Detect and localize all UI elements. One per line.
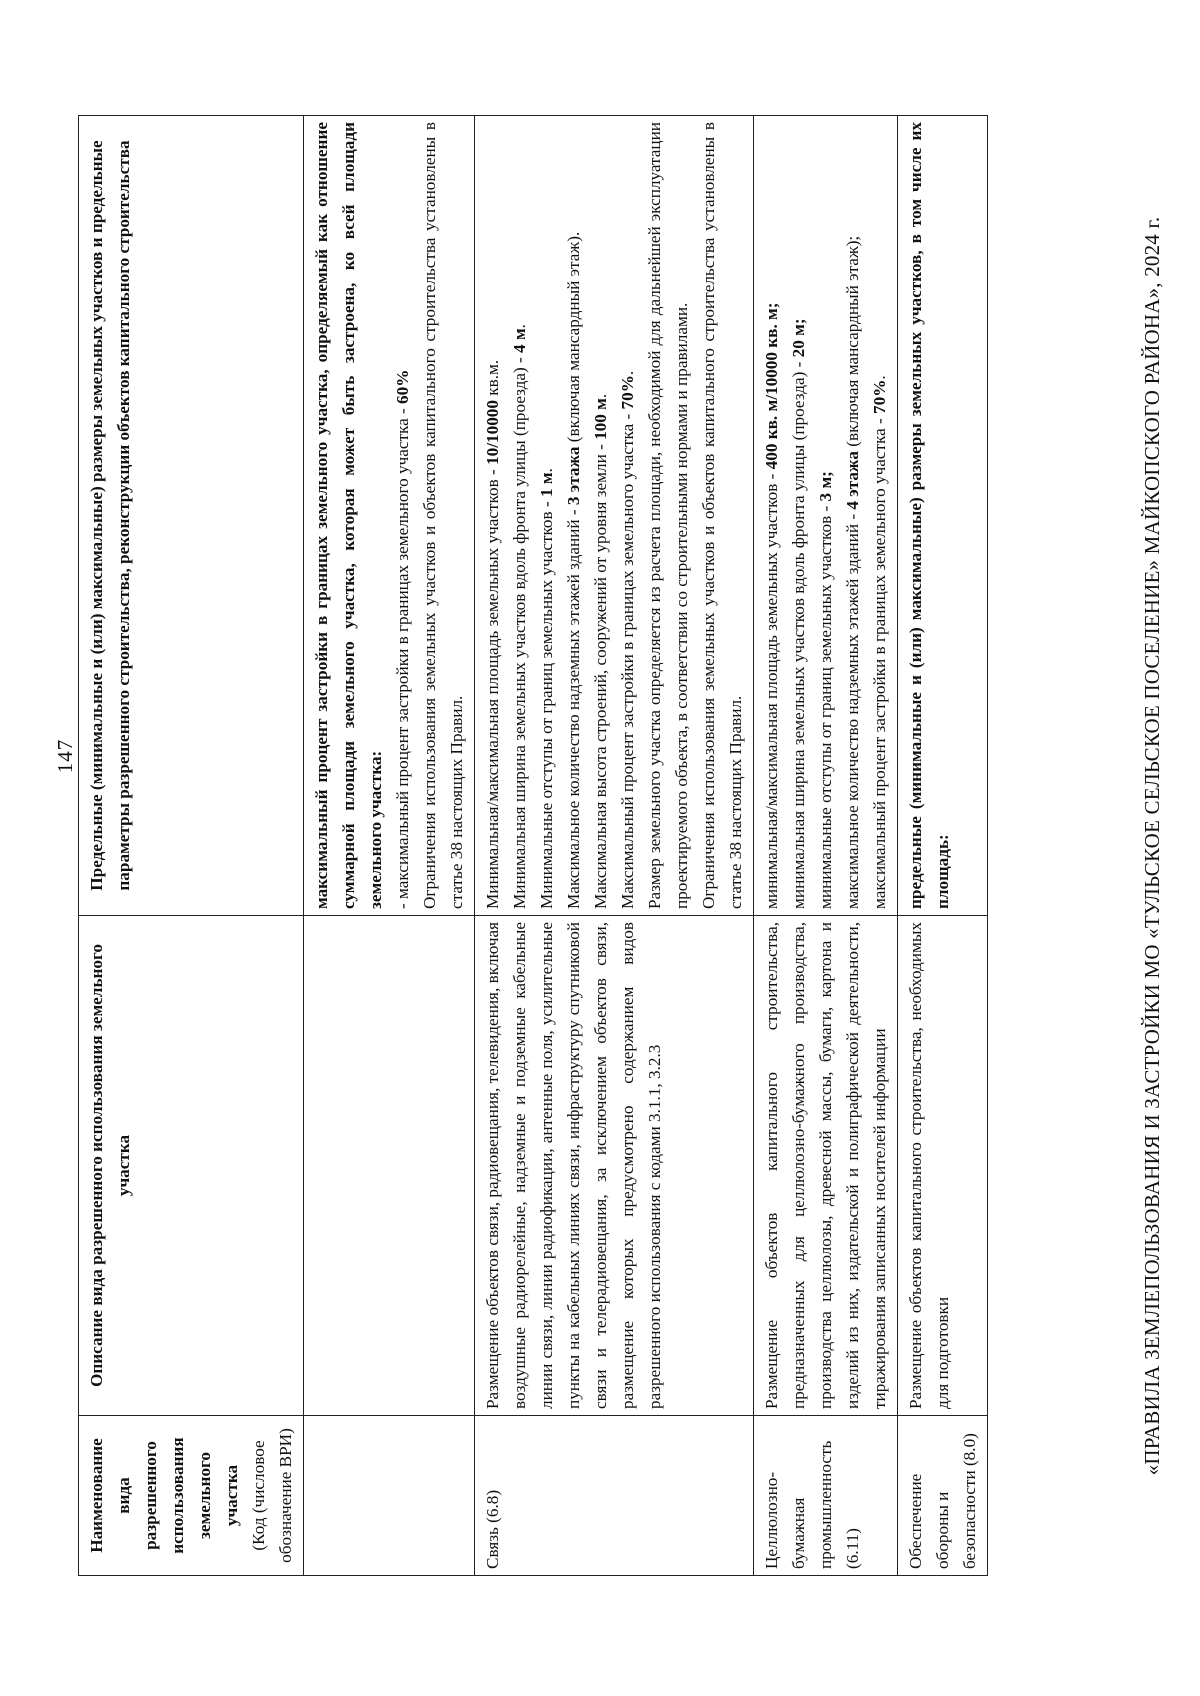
page-number: 147 — [53, 738, 77, 774]
parameter-pre-text: Ограничения использования земельных участков и объектов капитального строительства установлены в статье 38 настоящих Правил. — [420, 122, 466, 909]
parameter-line — [866, 122, 893, 909]
parameter-bold-text: предельные (минимальные и (или) максимальные) размеры земельных участков, в том числе их площадь: — [906, 122, 952, 909]
parameter-bold-text: 3 этажа — [564, 446, 583, 506]
page-footer: «ПРАВИЛА ЗЕМЛЕПОЛЬЗОВАНИЯ И ЗАСТРОЙКИ МО «ТУЛЬСКОЕ СЕЛЬСКОЕ ПОСЕЛЕНИЕ» МАЙКОПСКОГО РАЙОНА», 2024 г. — [1140, 216, 1164, 1476]
parameters-cell — [304, 116, 475, 916]
use-description-cell: Размещение объектов капитального строительства, предназначенных для целлюлозно-бумажного производства, производства целлюлозы, древесной массы, бумаги, картона и изделий из них, издательской и полиграфической деятельности, тиражирования записанных носителей информации — [754, 916, 898, 1416]
parameter-line — [506, 122, 533, 909]
parameter-line — [839, 122, 866, 909]
parameter-line — [479, 122, 506, 909]
parameter-line — [902, 122, 956, 909]
table-row — [475, 116, 754, 1576]
parameter-pre-text: - максимальный процент застройки в границах земельного участка - — [393, 403, 412, 909]
parameter-post-text: . — [591, 393, 610, 399]
parameter-bold-text: 60% — [393, 369, 412, 404]
parameter-post-text: (включая мансардный этаж); — [843, 235, 862, 452]
table-body — [304, 116, 988, 1576]
parameter-bold-text: 70% — [618, 375, 637, 410]
parameters-cell — [898, 116, 988, 916]
use-description-cell: Размещение объектов связи, радиовещания, телевидения, включая воздушные радиорелейные, надземные и подземные кабельные линии связи, линии радиофикации, антенные поля, усилительные пункты на кабельных линиях связи, инфраструктуру спутниковой связи и телерадиовещания, за исключением объектов связи, размещение которых предусмотрено содержанием видов разрешенного использования с кодами 3.1.1, 3.2.3 — [475, 916, 754, 1416]
parameter-line — [812, 122, 839, 909]
parameter-post-text: (включая мансардный этаж). — [564, 231, 583, 447]
parameter-line — [308, 122, 389, 909]
use-name-cell: Обеспечение обороны и безопасности (8.0) — [898, 1416, 988, 1576]
parameters-cell — [475, 116, 754, 916]
parameter-line — [560, 122, 587, 909]
header-use-name — [79, 1416, 304, 1576]
parameter-pre-text: минимальные отступы от границ земельных участков - — [816, 501, 835, 909]
parameter-line — [533, 122, 560, 909]
header-parameters: Предельные (минимальные и (или) максимальные) размеры земельных участков и предельные параметры разрешенного строительства, реконструкции объектов капитального строительства — [79, 116, 304, 916]
table-row — [754, 116, 898, 1576]
parameter-line — [389, 122, 416, 909]
use-name-cell: Связь (6.8) — [475, 1416, 754, 1576]
parameter-pre-text: Минимальные отступы от границ земельных участков - — [537, 497, 556, 909]
parameter-bold-text: 70% — [870, 379, 889, 414]
use-name-cell: Целлюлозно-бумажная промышленность (6.11) — [754, 1416, 898, 1576]
parameter-pre-text: Максимальный процент застройки в границах земельного участка - — [618, 409, 637, 909]
header-use-name-bold: Наименование вида разрешенного использования земельного участка — [87, 1437, 241, 1554]
header-use-description: Описание вида разрешенного использования земельного участка — [79, 916, 304, 1416]
use-description-cell — [304, 916, 475, 1416]
parameter-pre-text: Максимальная высота строений, сооружений от уровня земли - — [591, 439, 610, 909]
parameter-line — [695, 122, 749, 909]
parameters-cell — [754, 116, 898, 916]
parameter-bold-text: 10/10000 — [483, 400, 502, 465]
parameter-bold-text: 4 этажа — [843, 451, 862, 510]
parameter-post-text: . — [870, 375, 889, 380]
parameter-line — [416, 122, 470, 909]
parameter-post-text: . — [510, 324, 529, 329]
parameter-pre-text: Максимальное количество надземных этажей зданий - — [564, 505, 583, 909]
parameter-bold-text: 20 м; — [789, 318, 808, 358]
parameter-bold-text: 4 м — [510, 328, 529, 353]
use-name-cell — [304, 1416, 475, 1576]
table-row — [898, 116, 988, 1576]
parameter-line — [587, 122, 614, 909]
parameter-pre-text: минимальная/максимальная площадь земельных участков - — [762, 469, 781, 909]
parameter-pre-text: Минимальная ширина земельных участков вдоль фронта улицы (проезда) - — [510, 352, 529, 909]
parameter-line — [614, 122, 641, 909]
parameter-line — [758, 122, 785, 909]
parameter-pre-text: максимальный процент застройки в границах земельного участка - — [870, 413, 889, 909]
parameter-pre-text: Минимальная/максимальная площадь земельных участков - — [483, 464, 502, 909]
parameter-line — [641, 122, 695, 909]
zoning-table — [78, 115, 988, 1576]
use-description-cell: Размещение объектов капитального строительства, необходимых для подготовки — [898, 916, 988, 1416]
table-header-row — [79, 116, 304, 1576]
parameter-bold-text: 100 м — [591, 398, 610, 440]
parameter-bold-text: 3 м; — [816, 471, 835, 502]
parameter-post-text: . — [618, 370, 637, 376]
parameter-bold-text: максимальный процент застройки в границах земельного участка, определяемый как отношение суммарной площади земельного участка, которая может быть застроена, ко всей площади земельного участка: — [312, 122, 385, 909]
parameter-pre-text: максимальное количество надземных этажей зданий - — [843, 509, 862, 909]
parameter-pre-text: минимальная ширина земельных участков вдоль фронта улицы (проезда) - — [789, 357, 808, 909]
parameter-line — [785, 122, 812, 909]
table-row — [304, 116, 475, 1576]
parameter-post-text: . — [537, 468, 556, 473]
header-use-code: (Код (числовое обозначение ВРИ) — [249, 1428, 295, 1563]
parameter-pre-text: Ограничения использования земельных участков и объектов капитального строительства установлены в статье 38 настоящих Правил. — [699, 122, 745, 909]
parameter-post-text: кв.м. — [483, 359, 502, 400]
parameter-pre-text: Размер земельного участка определяется из расчета площади, необходимой для дальнейшей эксплуатации проектируемого объекта, в соответствии со строительными нормами и правилами. — [645, 122, 691, 909]
parameter-bold-text: 1 м — [537, 472, 556, 498]
parameter-bold-text: 400 кв. м/10000 кв. м; — [762, 302, 781, 470]
